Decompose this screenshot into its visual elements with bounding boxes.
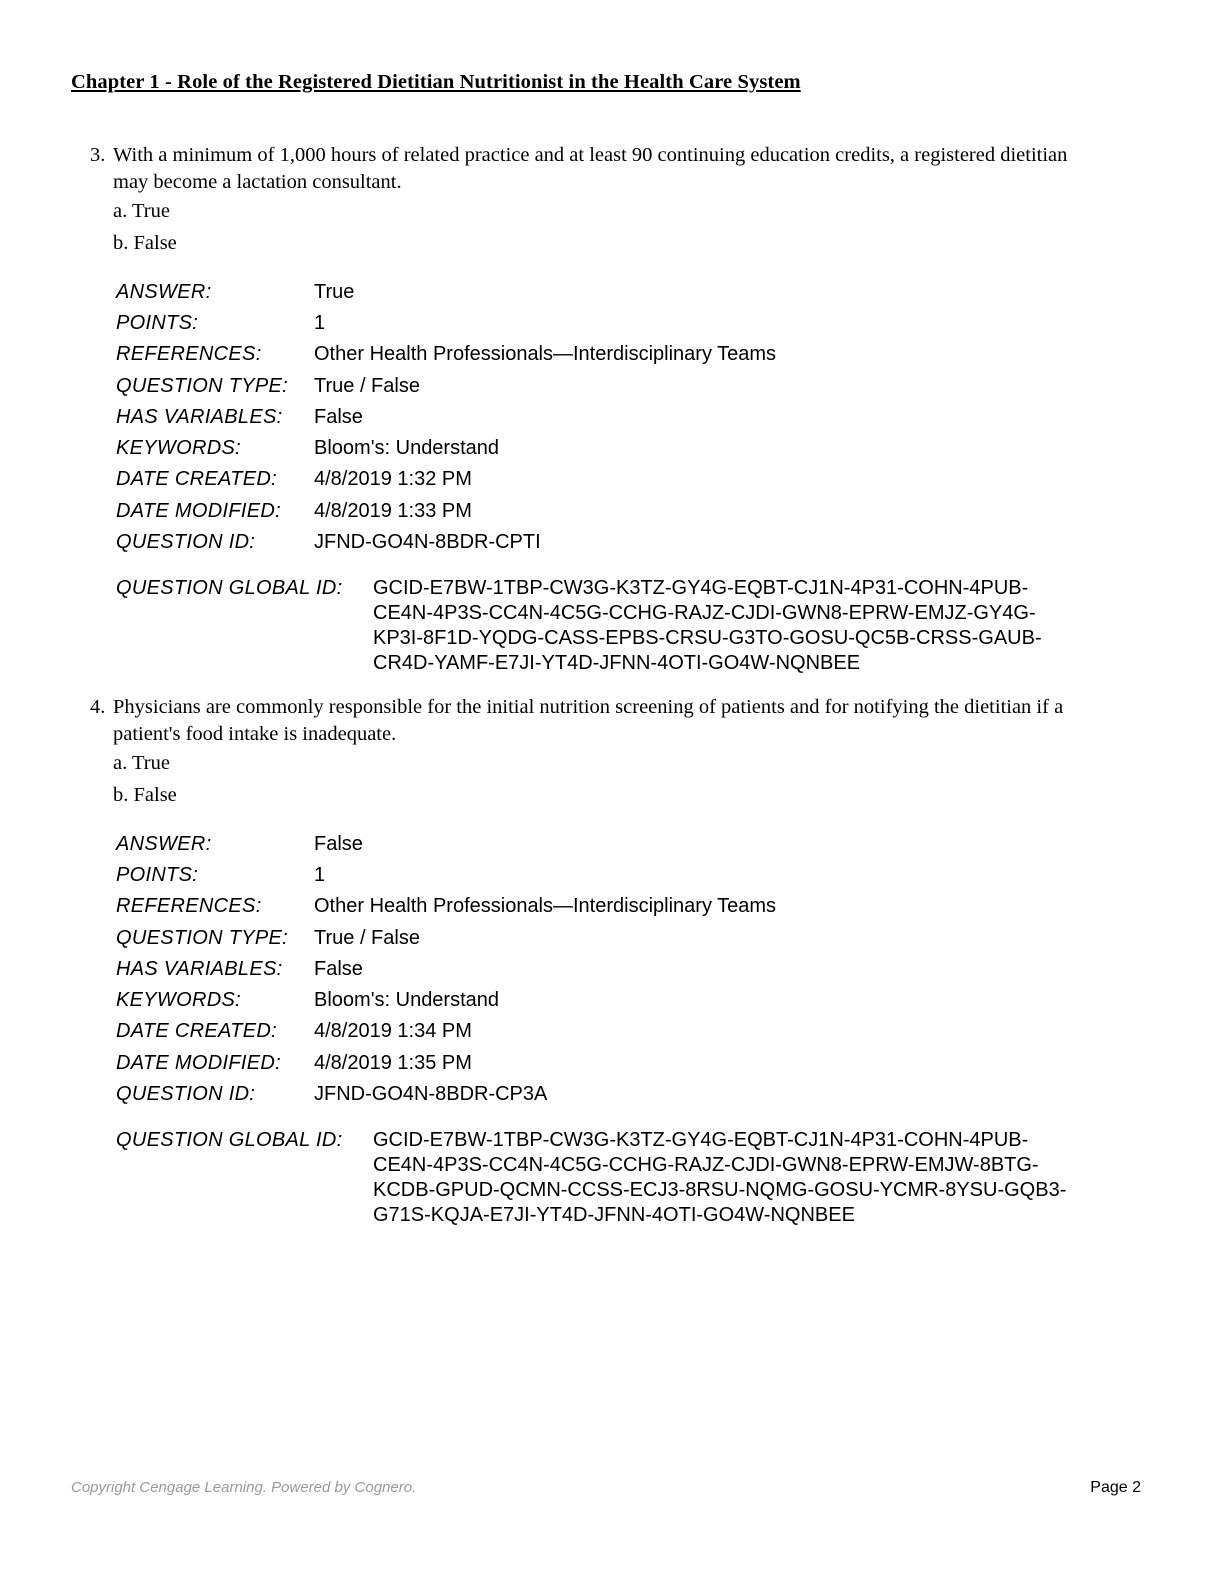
- option-b: b. False: [113, 784, 177, 806]
- date-modified-value: 4/8/2019 1:35 PM: [314, 1052, 472, 1074]
- date-created-label: DATE CREATED:: [116, 1020, 277, 1042]
- has-variables-value: False: [314, 958, 363, 980]
- points-label: POINTS:: [116, 312, 199, 334]
- references-label: REFERENCES:: [116, 343, 262, 365]
- date-created-label: DATE CREATED:: [116, 468, 277, 490]
- global-id-label: QUESTION GLOBAL ID:: [116, 1129, 343, 1151]
- points-value: 1: [314, 312, 326, 334]
- date-modified-label: DATE MODIFIED:: [116, 1052, 281, 1074]
- keywords-label: KEYWORDS:: [116, 989, 241, 1011]
- global-id-line: CE4N-4P3S-CC4N-4C5G-CCHG-RAJZ-CJDI-GWN8-EPRW-EMJZ-GY4G-: [373, 602, 1036, 624]
- points-label: POINTS:: [116, 864, 199, 886]
- global-id-label: QUESTION GLOBAL ID:: [116, 577, 343, 599]
- question-id-label: QUESTION ID:: [116, 531, 256, 553]
- question-stem: [113, 694, 1123, 748]
- global-id-line: CE4N-4P3S-CC4N-4C5G-CCHG-RAJZ-CJDI-GWN8-EPRW-EMJW-8BTG-: [373, 1154, 1039, 1176]
- global-id-line: GCID-E7BW-1TBP-CW3G-K3TZ-GY4G-EQBT-CJ1N-4P31-COHN-4PUB-: [373, 577, 1029, 599]
- question-stem-line: Physicians are commonly responsible for the initial nutrition screening of patients and for notifying the dietitian if a: [113, 696, 1064, 718]
- global-id-line: G71S-KQJA-E7JI-YT4D-JFNN-4OTI-GO4W-NQNBEE: [373, 1204, 855, 1226]
- option-a: a. True: [113, 200, 170, 222]
- has-variables-label: HAS VARIABLES:: [116, 406, 283, 428]
- global-id-line: CR4D-YAMF-E7JI-YT4D-JFNN-4OTI-GO4W-NQNBEE: [373, 652, 861, 674]
- keywords-value: Bloom's: Understand: [314, 437, 500, 459]
- date-modified-value: 4/8/2019 1:33 PM: [314, 500, 472, 522]
- question-type-label: QUESTION TYPE:: [116, 375, 289, 397]
- answer-value: True: [314, 281, 355, 303]
- question-type-value: True / False: [314, 927, 420, 949]
- global-id-line: KP3I-8F1D-YQDG-CASS-EPBS-CRSU-G3TO-GOSU-QC5B-CRSS-GAUB-: [373, 627, 1042, 649]
- references-value: Other Health Professionals—Interdisciplinary Teams: [314, 343, 777, 365]
- question-stem-line: may become a lactation consultant.: [113, 171, 402, 193]
- has-variables-label: HAS VARIABLES:: [116, 958, 283, 980]
- question-stem: [113, 142, 1123, 196]
- question-id-value: JFND-GO4N-8BDR-CP3A: [314, 1083, 548, 1105]
- option-b: b. False: [113, 232, 177, 254]
- answer-label: ANSWER:: [116, 281, 212, 303]
- global-id-line: GCID-E7BW-1TBP-CW3G-K3TZ-GY4G-EQBT-CJ1N-4P31-COHN-4PUB-: [373, 1129, 1029, 1151]
- date-created-value: 4/8/2019 1:32 PM: [314, 468, 472, 490]
- references-value: Other Health Professionals—Interdisciplinary Teams: [314, 895, 777, 917]
- keywords-value: Bloom's: Understand: [314, 989, 500, 1011]
- date-modified-label: DATE MODIFIED:: [116, 500, 281, 522]
- date-created-value: 4/8/2019 1:34 PM: [314, 1020, 472, 1042]
- answer-value: False: [314, 833, 363, 855]
- global-id-value: [373, 576, 1143, 676]
- question-id-value: JFND-GO4N-8BDR-CPTI: [314, 531, 541, 553]
- question-stem-line: With a minimum of 1,000 hours of related practice and at least 90 continuing education credits, a registered dietitian: [113, 144, 1068, 166]
- global-id-line: KCDB-GPUD-QCMN-CCSS-ECJ3-8RSU-NQMG-GOSU-YCMR-8YSU-GQB3-: [373, 1179, 1067, 1201]
- question-stem-line: patient's food intake is inadequate.: [113, 723, 397, 745]
- chapter-title: Chapter 1 - Role of the Registered Dietitian Nutritionist in the Health Care System: [71, 71, 801, 93]
- keywords-label: KEYWORDS:: [116, 437, 241, 459]
- points-value: 1: [314, 864, 326, 886]
- footer-copyright: Copyright Cengage Learning. Powered by Cognero.: [71, 1479, 417, 1496]
- page-number: Page 2: [1090, 1479, 1141, 1496]
- has-variables-value: False: [314, 406, 363, 428]
- question-type-label: QUESTION TYPE:: [116, 927, 289, 949]
- question-number: 3.: [90, 144, 106, 166]
- question-type-value: True / False: [314, 375, 420, 397]
- references-label: REFERENCES:: [116, 895, 262, 917]
- answer-label: ANSWER:: [116, 833, 212, 855]
- option-a: a. True: [113, 752, 170, 774]
- question-id-label: QUESTION ID:: [116, 1083, 256, 1105]
- global-id-value: [373, 1128, 1143, 1228]
- question-number: 4.: [90, 696, 106, 718]
